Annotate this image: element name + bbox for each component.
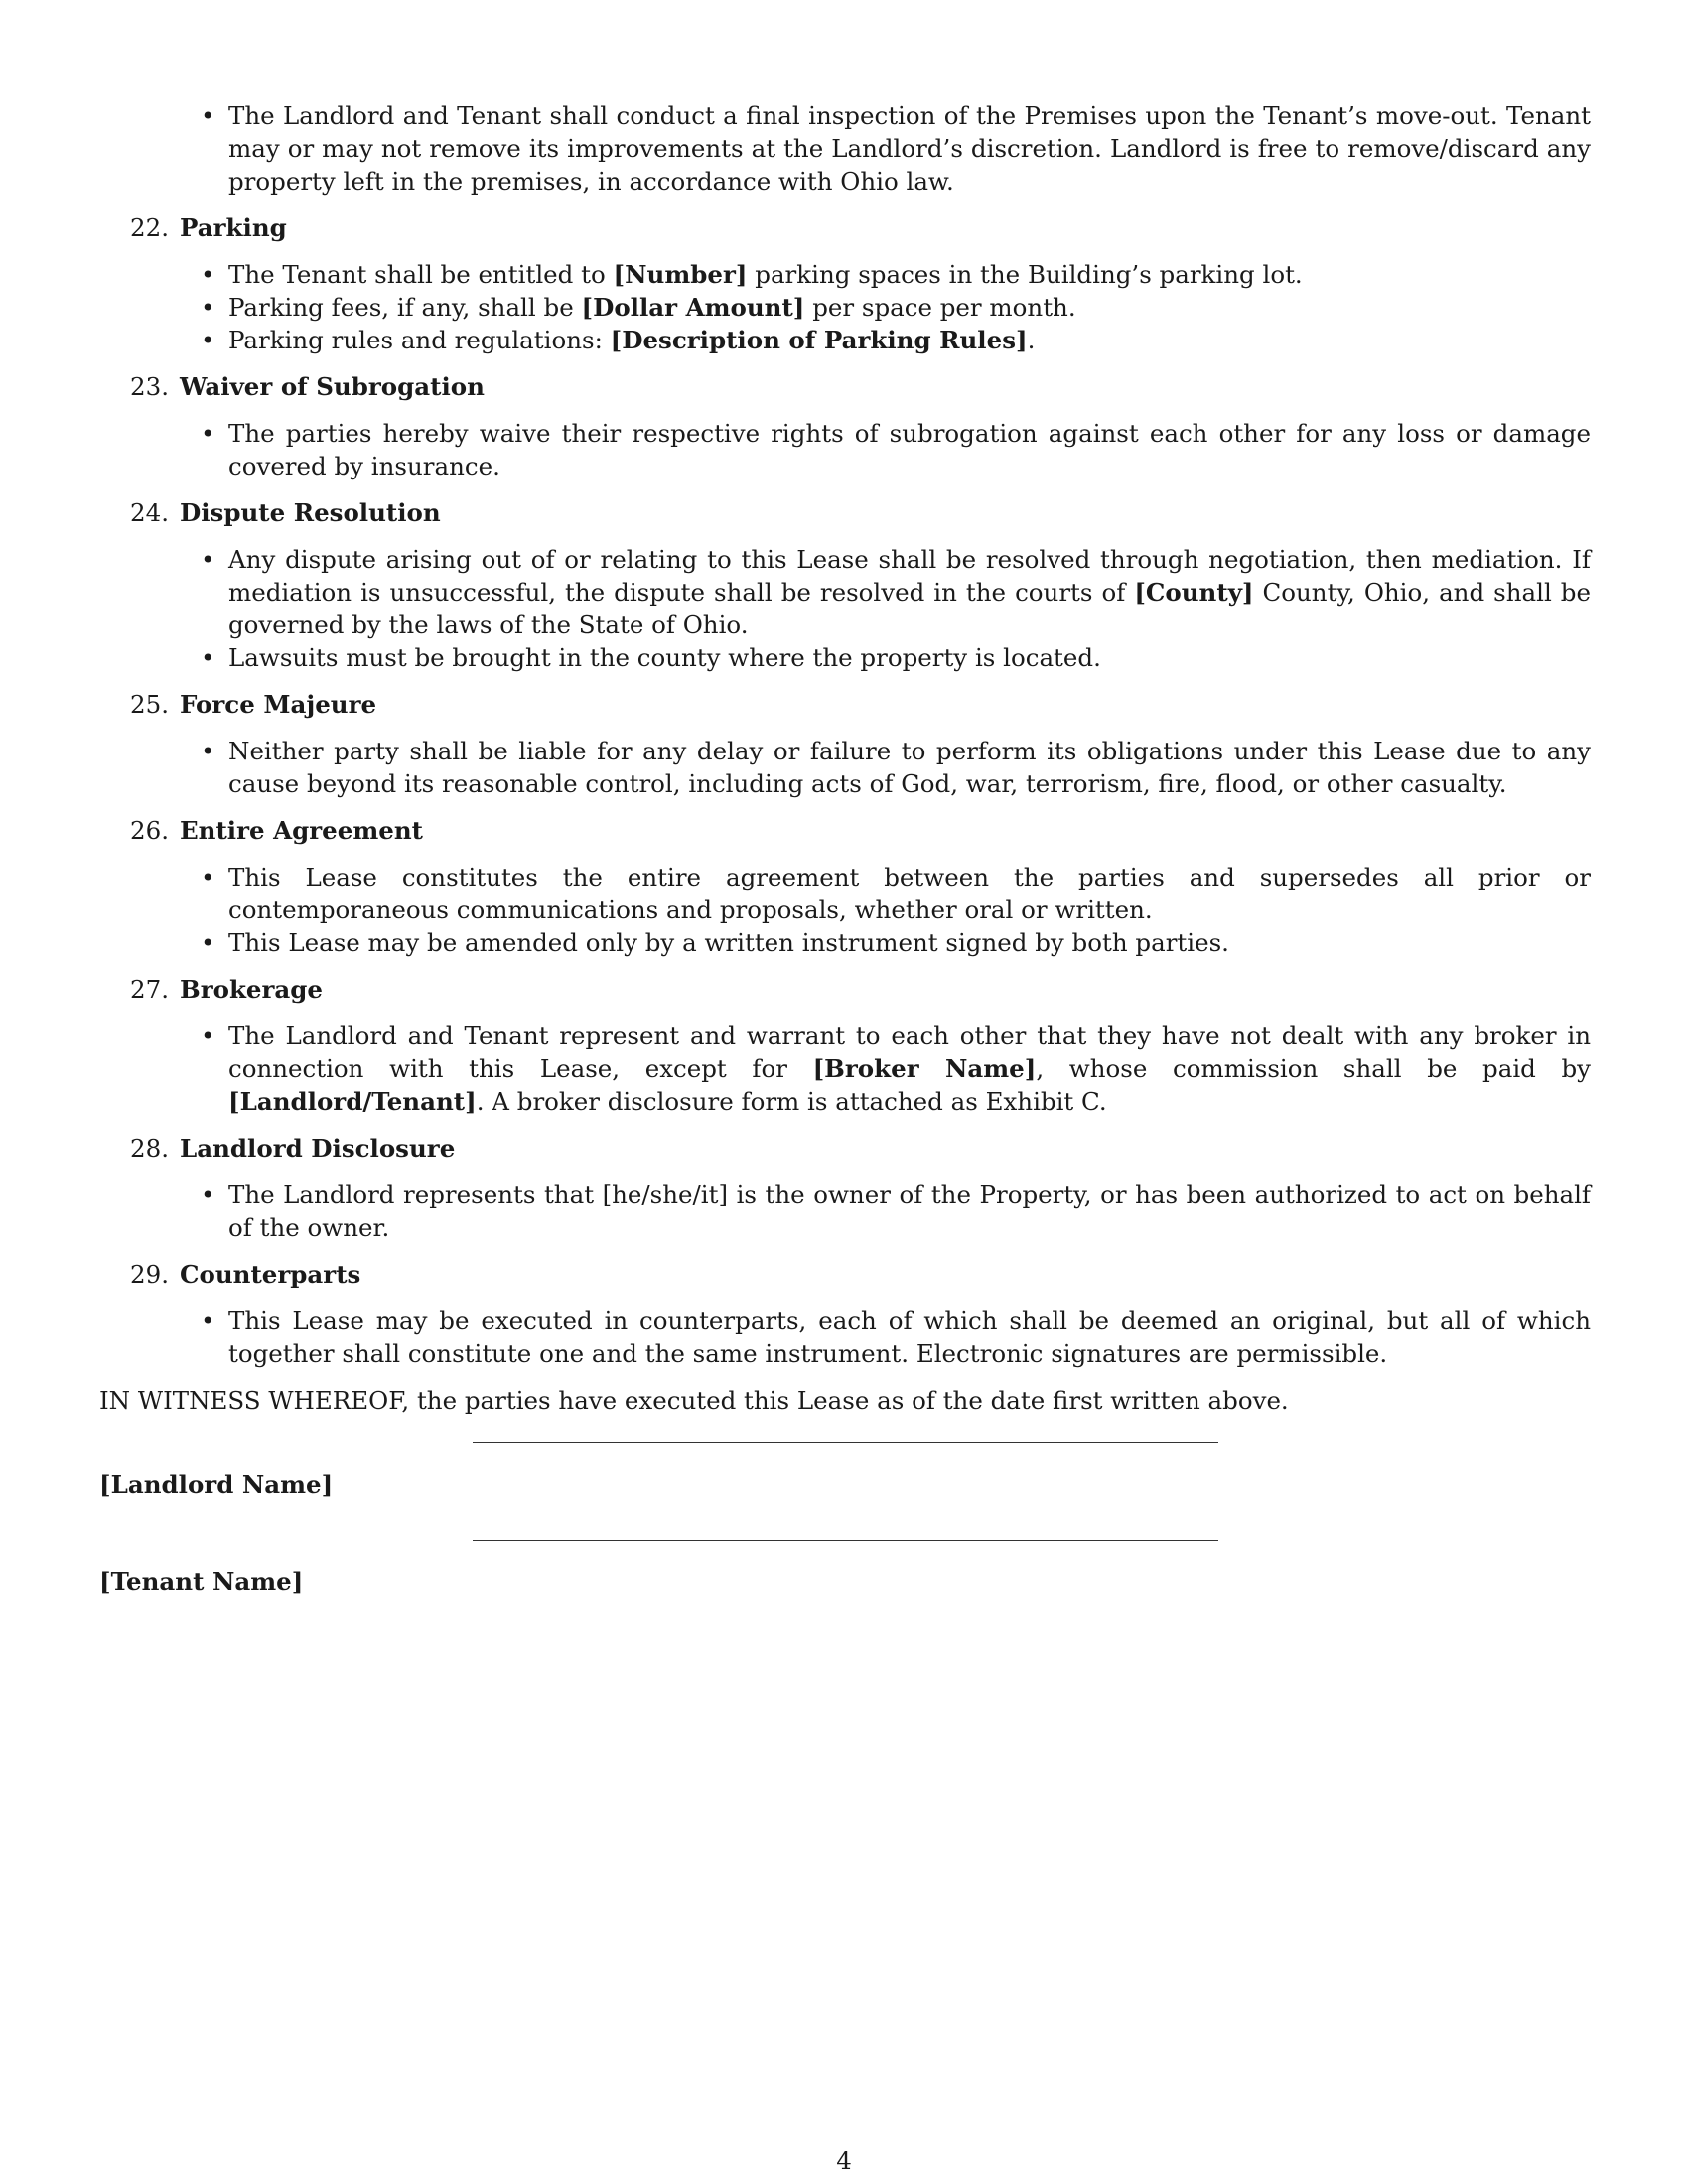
section-number: 24. [130,498,169,527]
section-title: Parking [180,213,287,242]
section-number: 27. [130,975,169,1004]
text-run: per space per month. [804,293,1076,322]
list-item [99,1020,1591,1118]
text-run: County, Ohio, and shall be governed by the laws of the State of Ohio. [228,578,1591,639]
section-dispute-resolution [99,496,1591,674]
section-number: 23. [130,372,169,401]
tenant-name-placeholder: [Tenant Name] [99,1568,304,1596]
text-run: Parking fees, if any, shall be [228,293,582,322]
witness-statement: IN WITNESS WHEREOF, the parties have executed this Lease as of the date first written above. [99,1386,1289,1415]
document-page [99,99,1591,1611]
list-item [99,1304,1591,1370]
section-title: Landlord Disclosure [180,1134,456,1162]
list-item [99,258,1591,291]
bullet-list [99,1178,1591,1244]
text-run: parking spaces in the Building’s parking lot. [747,260,1303,289]
text-run: The Tenant shall be entitled to [228,260,614,289]
placeholder-field: [Dollar Amount] [581,293,805,322]
list-item [99,735,1591,800]
signature-line-tenant[interactable] [473,1540,1218,1541]
section-heading [99,973,1591,1006]
text-run: Any dispute arising out of or relating to this Lease shall be resolved through negotiation, then mediation. If mediation is unsuccessful, the dispute shall be resolved in the courts of [228,545,1591,607]
section-number: 26. [130,816,169,845]
signature-line-landlord[interactable] [473,1442,1218,1443]
list-item [99,324,1591,356]
section-number: 22. [130,213,169,242]
bullet-list [99,1304,1591,1370]
section-title: Counterparts [180,1260,361,1289]
text-run: Parking rules and regulations: [228,326,611,354]
placeholder-field: [Landlord/Tenant] [228,1087,477,1116]
section-counterparts [99,1258,1591,1370]
text-run: Lawsuits must be brought in the county where the property is located. [228,643,1101,672]
section-title: Waiver of Subrogation [180,372,485,401]
section-title: Dispute Resolution [180,498,441,527]
text-run: This Lease may be executed in counterparts, each of which shall be deemed an original, but all of which together shall constitute one and the same instrument. Electronic signatures are permissible. [228,1306,1591,1368]
list-item [99,291,1591,324]
bullet-list [99,417,1591,482]
section-heading [99,211,1591,244]
list-item [99,861,1591,926]
bullet-list [99,735,1591,800]
text-run: The Landlord represents that [he/she/it] is the owner of the Property, or has been authorized to act on behalf of the owner. [228,1180,1591,1242]
section-title: Force Majeure [180,690,377,719]
text-run: Neither party shall be liable for any delay or failure to perform its obligations under this Lease due to any cause beyond its reasonable control, including acts of God, war, terrorism, fire, flood, or other casualty. [228,737,1591,798]
bullet-list [99,258,1591,356]
section-title: Brokerage [180,975,324,1004]
text-run: . [1027,326,1036,354]
lead-bullet-list [99,99,1591,198]
section-waiver-of-subrogation [99,370,1591,482]
placeholder-field: [Description of Parking Rules] [610,326,1028,354]
list-item [99,926,1591,959]
text-run: . A broker disclosure form is attached as Exhibit C. [476,1087,1107,1116]
list-item [99,417,1591,482]
placeholder-field: [Broker Name] [812,1054,1037,1083]
placeholder-field: [County] [1134,578,1254,607]
section-number: 28. [130,1134,169,1162]
section-force-majeure [99,688,1591,800]
signature-block-tenant [99,1514,1591,1611]
section-entire-agreement [99,814,1591,959]
text-run: This Lease constitutes the entire agreement between the parties and supersedes all prior or contemporaneous communications and proposals, whether oral or written. [228,863,1591,924]
section-parking [99,211,1591,356]
list-item [99,543,1591,641]
placeholder-field: [Number] [613,260,748,289]
section-landlord-disclosure [99,1132,1591,1244]
section-heading [99,496,1591,529]
signature-block-landlord [99,1417,1591,1514]
bullet-list [99,861,1591,959]
section-heading [99,688,1591,721]
text-run: This Lease may be amended only by a written instrument signed by both parties. [228,928,1229,957]
section-heading [99,370,1591,403]
text-run: The parties hereby waive their respective rights of subrogation against each other for any loss or damage covered by insurance. [228,419,1591,480]
list-item: • The Landlord and Tenant shall conduct a final inspection of the Premises upon the Tenant’s move-out. Tenant may or may not remove its improvements at the Landlord’s discretion. Landlord is free to remove/discard any property left in the premises, in accordance with Ohio law. [99,99,1591,198]
page-number: 4 [836,2146,852,2175]
section-title: Entire Agreement [180,816,423,845]
bullet-list [99,543,1591,674]
section-number: 25. [130,690,169,719]
list-item [99,1178,1591,1244]
section-heading [99,1258,1591,1291]
section-number: 29. [130,1260,169,1289]
landlord-name-placeholder: [Landlord Name] [99,1470,334,1499]
text-run: The Landlord and Tenant represent and warrant to each other that they have not dealt with any broker in connection with this Lease, except for [228,1022,1591,1083]
text-run: , whose commission shall be paid by [1036,1054,1591,1083]
section-heading [99,1132,1591,1164]
sections-container [99,211,1591,1370]
section-heading [99,814,1591,847]
bullet-list [99,1020,1591,1118]
section-brokerage [99,973,1591,1118]
list-item [99,641,1591,674]
